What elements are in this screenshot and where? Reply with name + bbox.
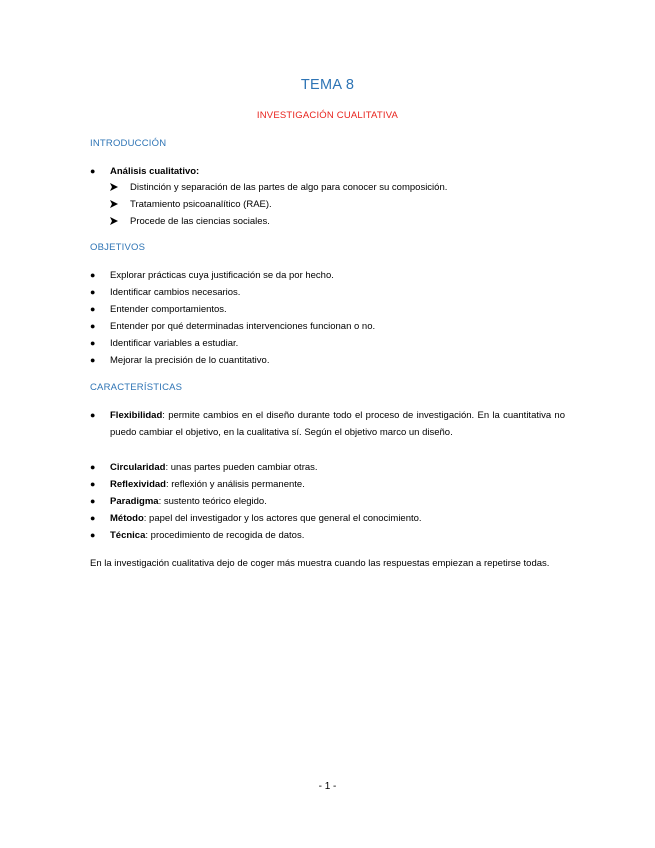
arrow-bullet-icon	[110, 179, 130, 191]
term-metodo: Método	[110, 513, 144, 524]
bullet-icon: ●	[90, 166, 96, 176]
list-item-text: Explorar prácticas cuya justificación se da por hecho.	[110, 270, 334, 281]
list-item-text: Identificar cambios necesarios.	[110, 287, 241, 298]
bullet-icon: ●	[90, 355, 96, 365]
list-item-text: Entender por qué determinadas intervenciones funcionan o no.	[110, 321, 376, 332]
term-tecnica: Técnica	[110, 530, 146, 541]
page-title: TEMA 8	[300, 77, 355, 93]
term-circularidad: Circularidad	[110, 462, 166, 473]
section-heading-introduccion: INTRODUCCIÓN	[90, 138, 167, 149]
term-description: : sustento teórico elegido.	[158, 496, 267, 507]
term-reflexividad: Reflexividad	[110, 479, 166, 490]
term-description: : procedimiento de recogida de datos.	[145, 530, 305, 541]
term-description: : reflexión y análisis permanente.	[165, 479, 305, 490]
bullet-icon: ●	[90, 530, 96, 540]
bullet-icon: ●	[90, 270, 96, 280]
term-flexibilidad: Flexibilidad	[110, 410, 163, 421]
arrow-bullet-icon	[110, 213, 130, 225]
bullet-icon: ●	[90, 321, 96, 331]
bullet-icon: ●	[90, 513, 96, 523]
section-heading-objetivos: OBJETIVOS	[90, 242, 146, 253]
term-paradigma: Paradigma	[110, 496, 159, 507]
sub-item-text: Distinción y separación de las partes de algo para conocer su composición.	[130, 182, 448, 193]
term-description: : papel del investigador y los actores que general el conocimiento.	[143, 513, 422, 524]
bullet-icon: ●	[90, 304, 96, 314]
list-item-text: Entender comportamientos.	[110, 304, 227, 315]
list-item-text: Identificar variables a estudiar.	[110, 338, 239, 349]
term-description: : unas partes pueden cambiar otras.	[165, 462, 318, 473]
list-item	[90, 407, 565, 441]
page-subtitle: INVESTIGACIÓN CUALITATIVA	[256, 110, 399, 121]
section-heading-caracteristicas: CARACTERÍSTICAS	[90, 382, 183, 393]
bullet-icon: ●	[90, 479, 96, 489]
bullet-icon: ●	[90, 287, 96, 297]
term-description: : permite cambios en el diseño durante todo el proceso de investigación. En la cuantitativa no puedo cambiar el objetivo, en la cualitativa sí. Según el objetivo marco un diseño.	[110, 410, 565, 438]
page-number: - 1 -	[318, 781, 337, 792]
list-item-text: Mejorar la precisión de lo cuantitativo.	[110, 355, 270, 366]
bullet-icon: ●	[90, 410, 96, 420]
arrow-bullet-icon	[110, 196, 130, 208]
intro-item-label: Análisis cualitativo:	[110, 166, 200, 177]
bullet-icon: ●	[90, 338, 96, 348]
sub-item-text: Tratamiento psicoanalítico (RAE).	[130, 199, 272, 210]
closing-paragraph: En la investigación cualitativa dejo de coger más muestra cuando las respuestas empiezan a repetirse todas.	[90, 558, 550, 569]
sub-item-text: Procede de las ciencias sociales.	[130, 216, 270, 227]
bullet-icon: ●	[90, 462, 96, 472]
bullet-icon: ●	[90, 496, 96, 506]
